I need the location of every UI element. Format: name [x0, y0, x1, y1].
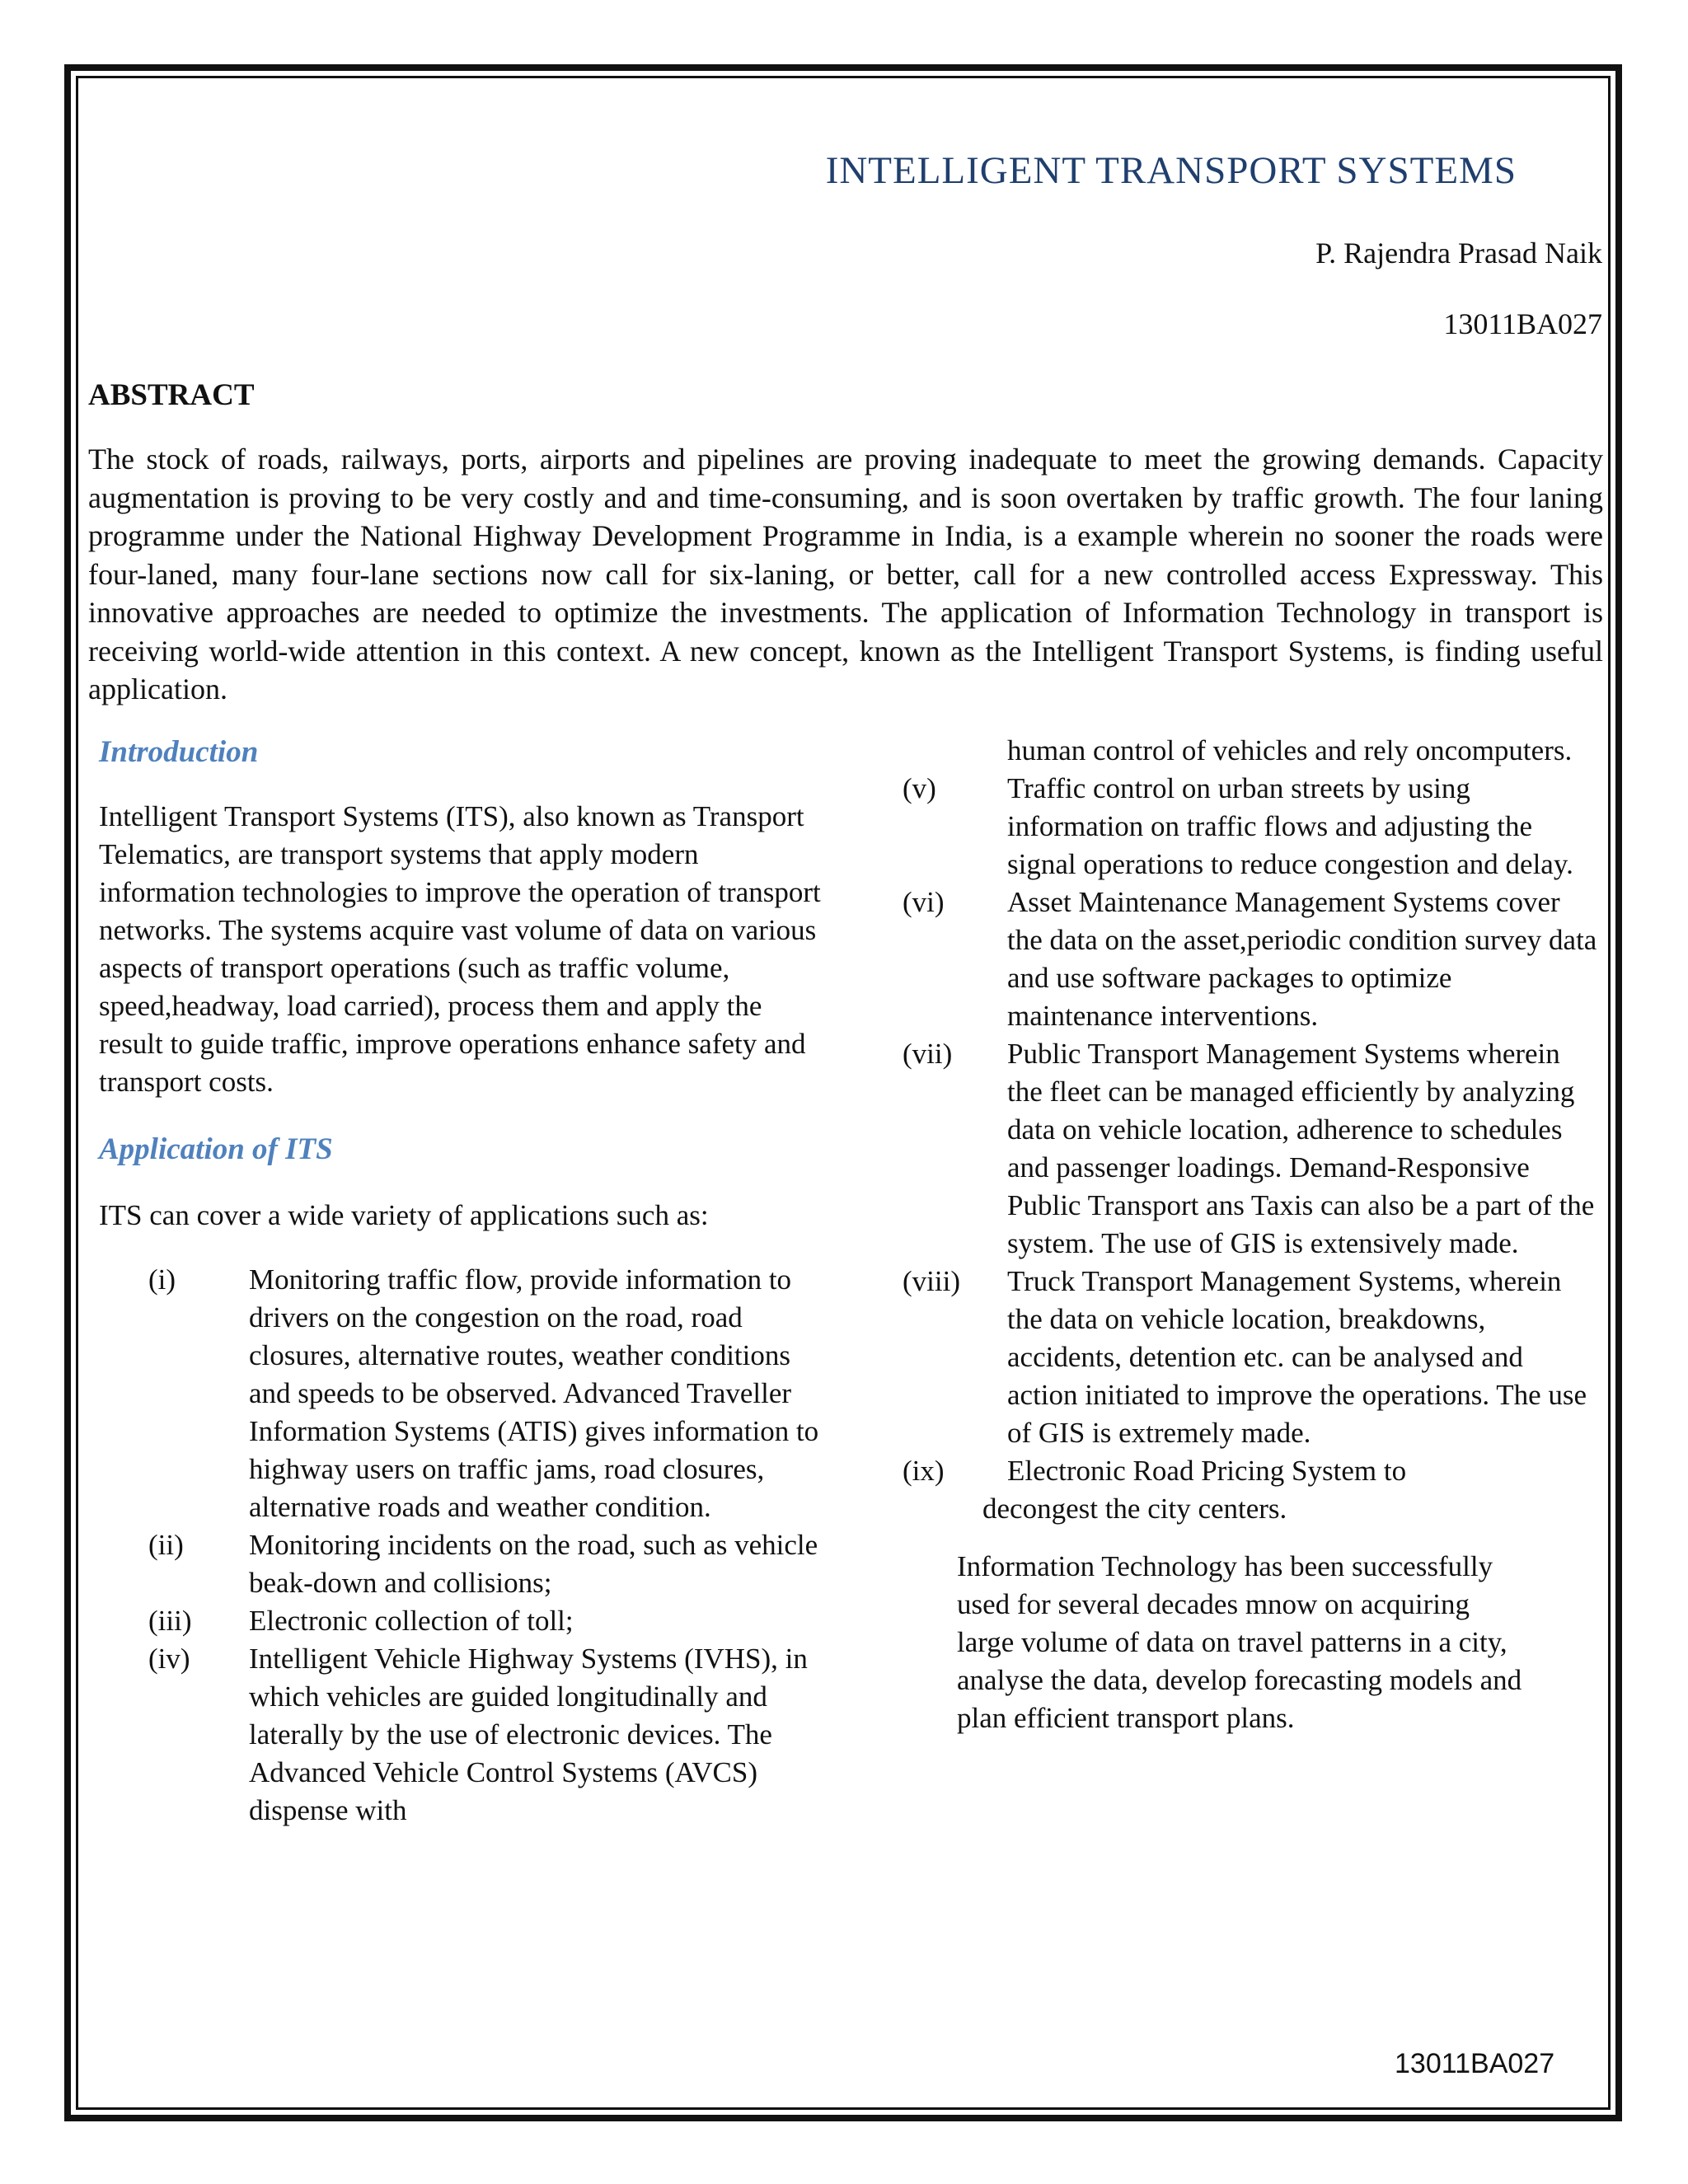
paper-title: INTELLIGENT TRANSPORT SYSTEMS [825, 149, 1517, 192]
list-item-text: Traffic control on urban streets by using information on traffic flows and adjusting the signal operations to reduce congestion and delay. [1007, 772, 1573, 880]
application-intro: ITS can cover a wide variety of applications such as: [99, 1199, 709, 1231]
author-name: P. Rajendra Prasad Naik [1315, 237, 1602, 269]
list-item-number: (iv) [148, 1643, 190, 1675]
list-item-number: (v) [903, 772, 936, 804]
list-item-number: (viii) [903, 1265, 960, 1297]
list-item [903, 770, 1599, 883]
application-heading: Application of ITS [99, 1132, 333, 1166]
list-item [903, 1263, 1599, 1452]
roll-number: 13011BA027 [1443, 307, 1602, 340]
list-item-text: Electronic collection of toll; [249, 1605, 574, 1637]
list-item-number: (vii) [903, 1038, 953, 1070]
list-item-number: (ii) [148, 1529, 184, 1561]
list-item-continuation: human control of vehicles and rely oncomputers. [1007, 734, 1573, 766]
abstract-heading: ABSTRACT [88, 378, 255, 412]
right-column [903, 733, 1599, 1737]
list-item-number: (ix) [903, 1455, 945, 1487]
application-list-left [99, 1261, 824, 1830]
list-item-text: Monitoring incidents on the road, such as vehicle beak-down and collisions; [249, 1529, 818, 1599]
list-item-number: (vi) [903, 886, 945, 918]
list-item-number: (iii) [148, 1605, 192, 1637]
list-item [99, 1640, 824, 1830]
list-item-ix-tail: decongest the city centers. [982, 1493, 1287, 1525]
list-item-text: Monitoring traffic flow, provide information to drivers on the congestion on the road, road closures, alternative routes, weather conditions and speeds to be observed. Advanced Traveller Information Systems (ATIS) gives information to highway users on traffic jams, road closures, alternative roads and weather condition. [249, 1263, 819, 1523]
list-item [903, 1452, 1599, 1490]
list-item-text: Intelligent Vehicle Highway Systems (IVHS), in which vehicles are guided longitudinally and laterally by the use of electronic devices. The Advanced Vehicle Control Systems (AVCS) dispense with [249, 1643, 808, 1826]
list-item-text: Electronic Road Pricing System to [1007, 1455, 1407, 1487]
list-item-text: Truck Transport Management Systems, wherein the data on vehicle location, breakdowns, accidents, detention etc. can be analysed and action initiated to improve the operations. The use of GIS is extremely made. [1007, 1265, 1587, 1449]
list-item [99, 1261, 824, 1526]
introduction-heading: Introduction [99, 735, 259, 769]
list-item-text: Public Transport Management Systems wherein the fleet can be managed efficiently by analyzing data on vehicle location, adherence to schedules and passenger loadings. Demand-Responsive Public Transport ans Taxis can also be a part of the system. The use of GIS is extensively made. [1007, 1038, 1595, 1259]
list-item [99, 1602, 824, 1640]
list-item [903, 1035, 1599, 1263]
closing-paragraph: Information Technology has been successfully used for several decades mnow on acquiring large volume of data on travel patterns in a city, analyse the data, develop forecasting models and plan efficient transport plans. [957, 1550, 1522, 1734]
introduction-text: Intelligent Transport Systems (ITS), also known as Transport Telematics, are transport systems that apply modern information technologies to improve the operation of transport networks. The systems acquire vast volume of data on various aspects of transport operations (such as traffic volume, speed,headway, load carried), process them and apply the result to guide traffic, improve operations enhance safety and transport costs. [99, 800, 821, 1098]
footer-roll-number: 13011BA027 [1395, 2048, 1555, 2079]
list-item-text: Asset Maintenance Management Systems cover the data on the asset,periodic condition survey data and use software packages to optimize maintenance interventions. [1007, 886, 1597, 1032]
list-item-number: (i) [148, 1263, 176, 1296]
abstract-text: The stock of roads, railways, ports, airports and pipelines are proving inadequate to meet the growing demands. Capacity augmentation is proving to be very costly and and time-consuming, and is soon overtaken by traffic growth. The four laning programme under the National Highway Development Programme in India, is a example wherein no sooner the roads were four-laned, many four-lane sections now call for six-laning, or better, call for a new controlled access Expressway. This innovative approaches are needed to optimize the investments. The application of Information Technology in transport is receiving world-wide attention in this context. A new concept, known as the Intelligent Transport Systems, is finding useful application. [88, 443, 1603, 705]
list-item [903, 883, 1599, 1035]
left-column [99, 733, 824, 1830]
application-list-right [903, 770, 1599, 1490]
list-item [99, 1526, 824, 1602]
